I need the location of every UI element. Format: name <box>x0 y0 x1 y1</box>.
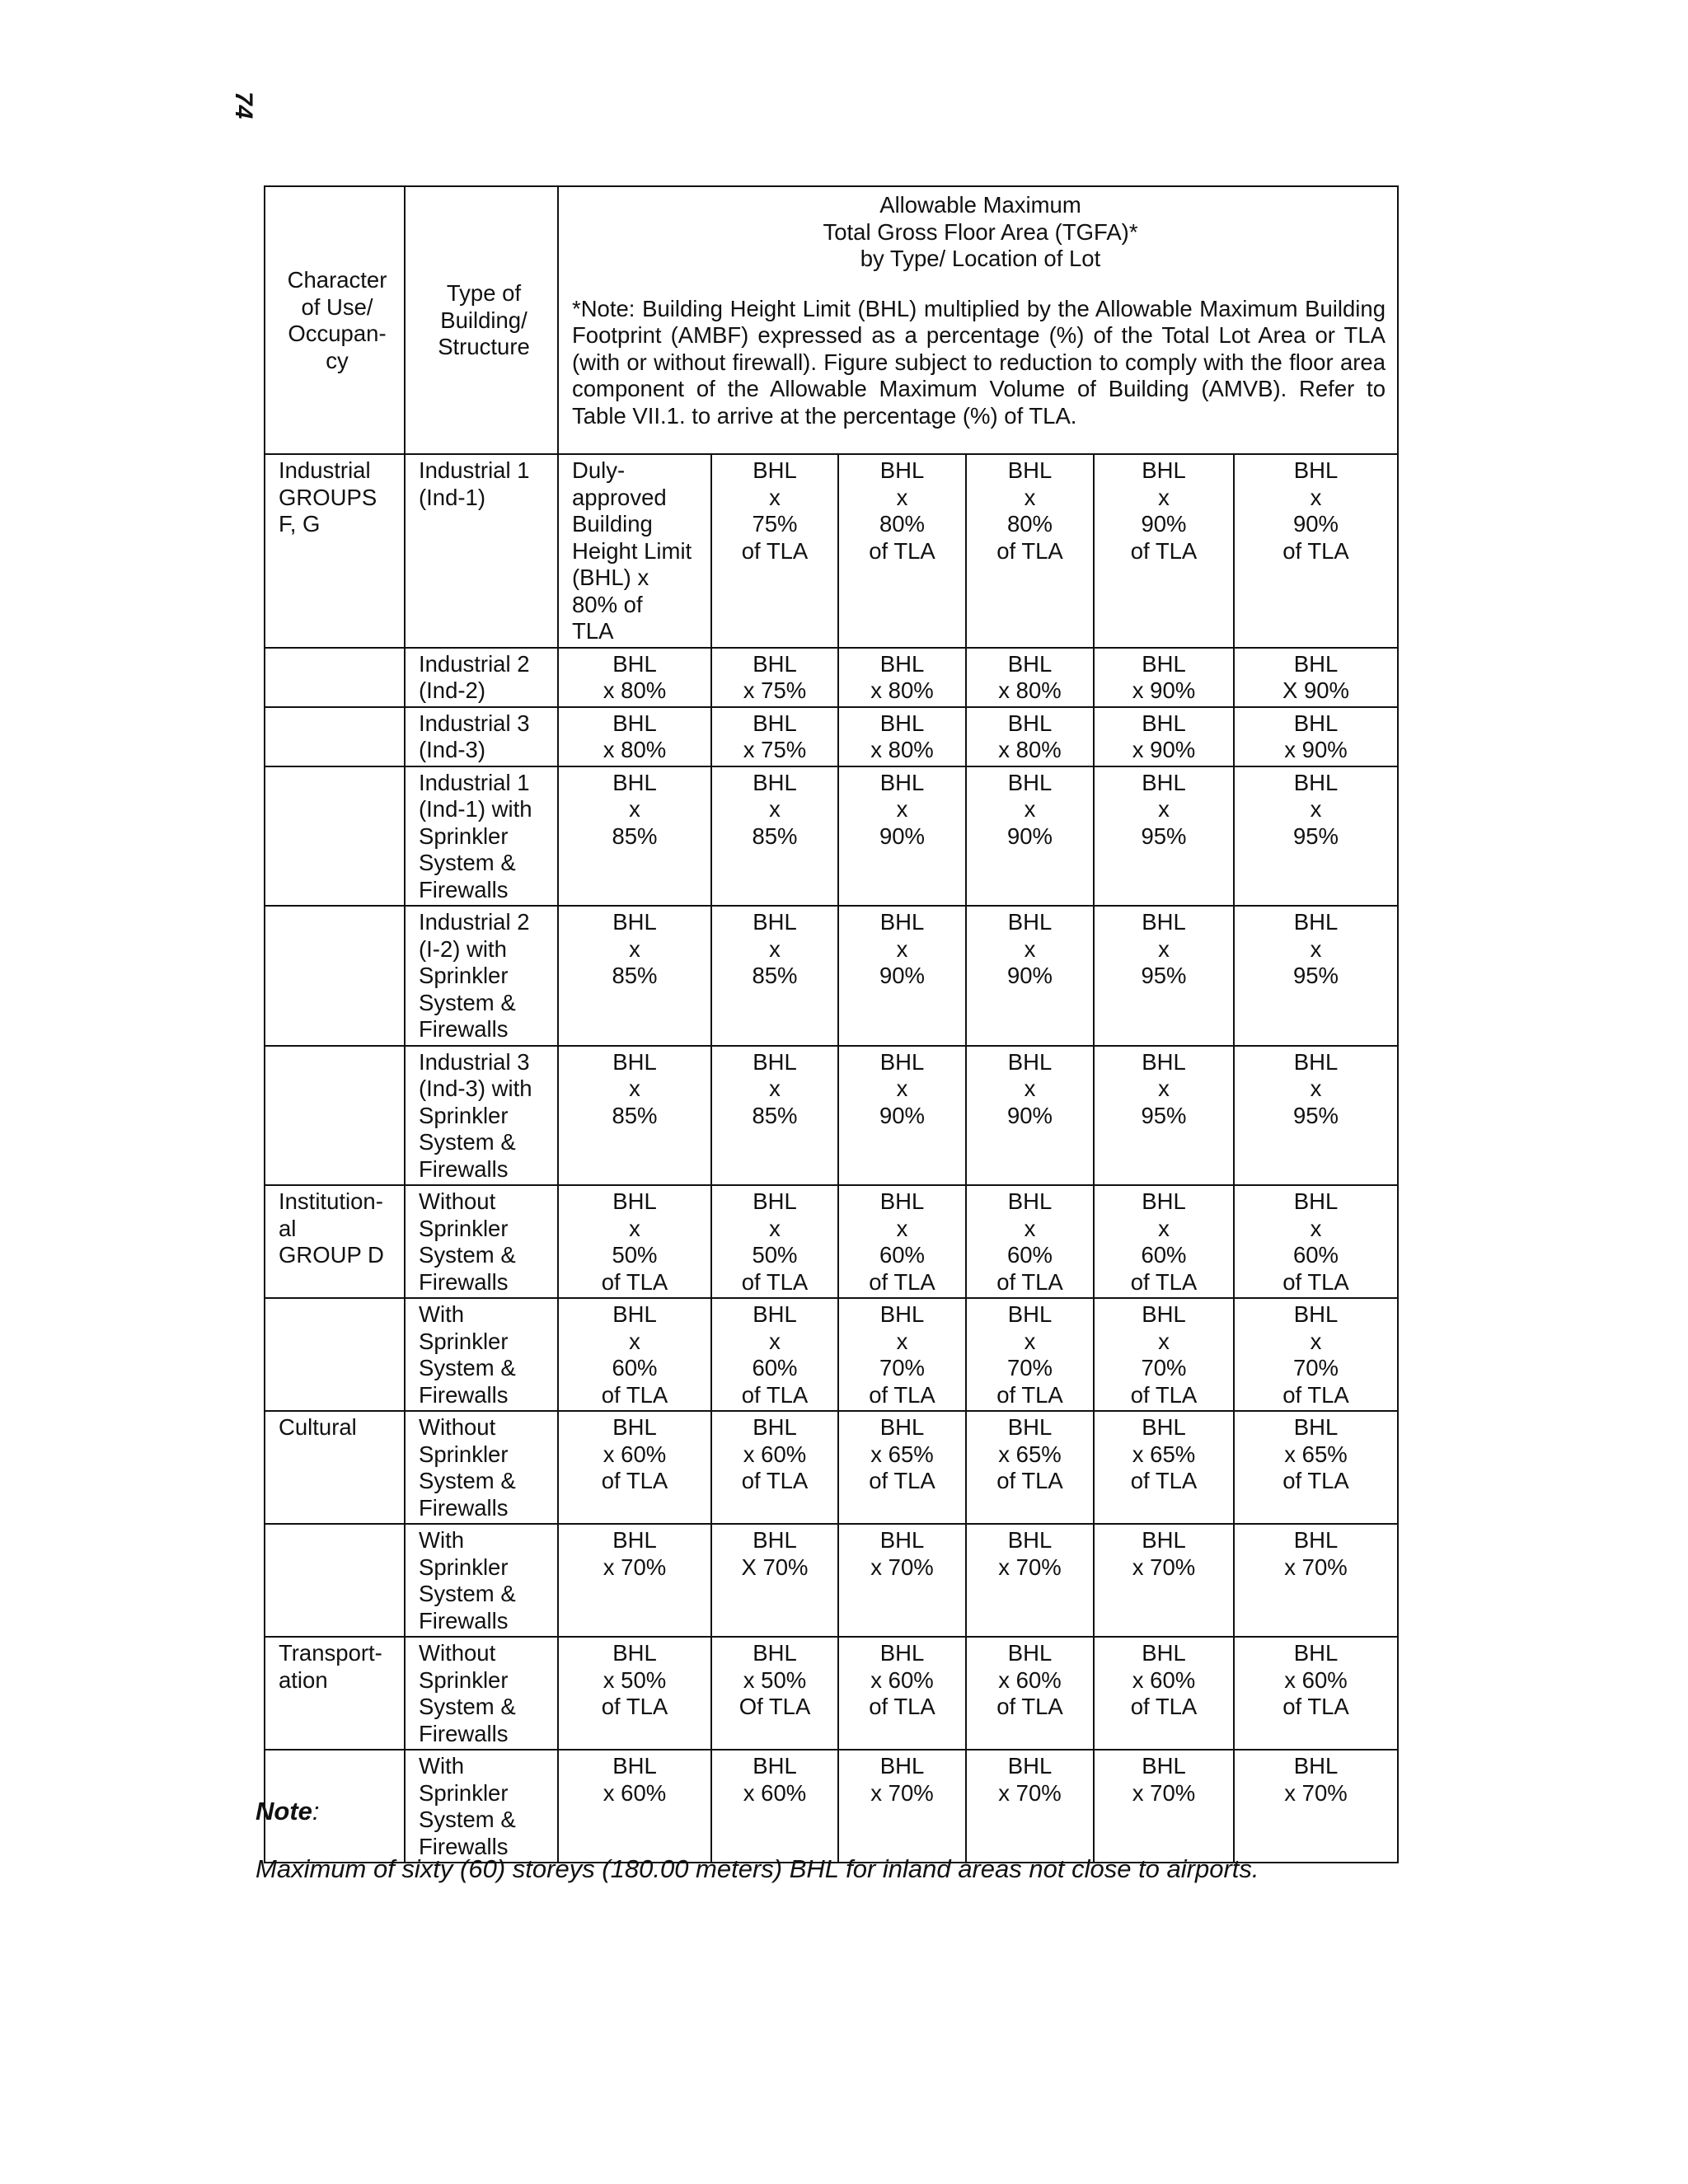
tgfa-value-cell: BHL x 90% of TLA <box>1094 454 1234 648</box>
note-label: Note: <box>256 1797 320 1825</box>
tgfa-value-cell: BHL x 95% <box>1094 906 1234 1046</box>
table-row <box>265 1046 1398 1186</box>
tgfa-value-cell: BHL x 60% of TLA <box>838 1637 966 1750</box>
tgfa-note: *Note: Building Height Limit (BHL) multiplied by the Allowable Maximum Building Footprint (AMBF) expressed as a percentage (%) of the Total Lot Area or TLA (with or without firewall). Figure subject to reduction to comply with the floor area component of the Allowable Maximum Volume of Building (AMVB). Refer to Table VII.1. to arrive at the percentage (%) of TLA. <box>572 295 1386 429</box>
tgfa-value-cell: BHL x 95% <box>1234 906 1398 1046</box>
table-row <box>265 454 1398 648</box>
tgfa-value-cell: BHL x 70% of TLA <box>1234 1298 1398 1411</box>
tgfa-value-cell: BHL x 95% <box>1094 1046 1234 1186</box>
tgfa-value-cell: BHL x 95% <box>1234 766 1398 907</box>
tgfa-value-cell: BHL x 80% <box>838 707 966 766</box>
building-type-cell: Industrial 3 (Ind-3) with Sprinkler System & Firewalls <box>405 1046 558 1186</box>
tgfa-value-cell: BHL x 65% of TLA <box>966 1411 1094 1524</box>
character-of-use-cell <box>265 1046 405 1186</box>
tgfa-value-cell: BHL x 90% <box>1094 707 1234 766</box>
tgfa-value-cell: BHL x 50% of TLA <box>558 1185 711 1298</box>
tgfa-value-cell: BHL x 90% <box>838 766 966 907</box>
tgfa-value-cell: BHL x 90% <box>966 766 1094 907</box>
tgfa-value-cell: BHL x 90% <box>838 906 966 1046</box>
character-of-use-cell <box>265 648 405 707</box>
tgfa-value-cell: BHL x 70% <box>966 1524 1094 1637</box>
character-of-use-cell: Institution- al GROUP D <box>265 1185 405 1298</box>
tgfa-value-cell: BHL x 75% <box>711 707 838 766</box>
table-header-row <box>265 186 1398 454</box>
tgfa-value-cell: BHL x 60% of TLA <box>1094 1637 1234 1750</box>
footnote-text: Maximum of sixty (60) storeys (180.00 meters) BHL for inland areas not close to airports. <box>256 1854 1259 1883</box>
header-character-of-use: Character of Use/ Occupan- cy <box>265 186 405 454</box>
tgfa-value-cell: BHL x 70% <box>966 1750 1094 1863</box>
tgfa-value-cell: BHL x 85% <box>558 766 711 907</box>
tgfa-value-cell: BHL x 85% <box>711 766 838 907</box>
tgfa-value-cell: BHL x 80% <box>966 707 1094 766</box>
tgfa-value-cell: BHL X 90% <box>1234 648 1398 707</box>
building-type-cell: Without Sprinkler System & Firewalls <box>405 1411 558 1524</box>
table-row <box>265 707 1398 766</box>
tgfa-value-cell: BHL x 70% <box>1094 1750 1234 1863</box>
tgfa-value-cell: BHL x 60% <box>558 1750 711 1863</box>
building-type-cell: Industrial 2 (I-2) with Sprinkler System & Firewalls <box>405 906 558 1046</box>
table-row <box>265 1524 1398 1637</box>
tgfa-value-cell: BHL x 90% <box>966 1046 1094 1186</box>
table-row <box>265 648 1398 707</box>
character-of-use-cell: Cultural <box>265 1411 405 1524</box>
tgfa-value-cell: BHL x 60% of TLA <box>1094 1185 1234 1298</box>
tgfa-value-cell: BHL x 70% <box>1234 1750 1398 1863</box>
tgfa-value-cell: BHL x 65% of TLA <box>1094 1411 1234 1524</box>
tgfa-value-cell: BHL x 60% <box>711 1750 838 1863</box>
tgfa-value-cell: BHL x 90% <box>1094 648 1234 707</box>
tgfa-value-cell: BHL x 90% <box>838 1046 966 1186</box>
tgfa-value-cell: BHL x 75% of TLA <box>711 454 838 648</box>
building-type-cell: With Sprinkler System & Firewalls <box>405 1524 558 1637</box>
tgfa-value-cell: BHL x 80% <box>966 648 1094 707</box>
table-row <box>265 906 1398 1046</box>
tgfa-value-cell: BHL x 50% of TLA <box>711 1185 838 1298</box>
tgfa-value-cell: BHL x 70% of TLA <box>966 1298 1094 1411</box>
tgfa-value-cell: BHL x 50% of TLA <box>558 1637 711 1750</box>
character-of-use-cell: Transport- ation <box>265 1637 405 1750</box>
character-of-use-cell <box>265 906 405 1046</box>
tgfa-value-cell: BHL x 60% of TLA <box>558 1298 711 1411</box>
tgfa-value-cell: BHL x 85% <box>558 1046 711 1186</box>
tgfa-value-cell: BHL x 90% <box>966 906 1094 1046</box>
building-type-cell: With Sprinkler System & Firewalls <box>405 1298 558 1411</box>
building-type-cell: Industrial 2 (Ind-2) <box>405 648 558 707</box>
building-type-cell: Industrial 3 (Ind-3) <box>405 707 558 766</box>
tgfa-value-cell: BHL x 60% of TLA <box>1234 1637 1398 1750</box>
tgfa-value-cell: BHL x 60% of TLA <box>966 1637 1094 1750</box>
tgfa-value-cell: BHL x 50% Of TLA <box>711 1637 838 1750</box>
table-row <box>265 1750 1398 1863</box>
tgfa-value-cell: BHL x 70% <box>1094 1524 1234 1637</box>
tgfa-value-cell: BHL x 80% <box>838 648 966 707</box>
building-type-cell: Without Sprinkler System & Firewalls <box>405 1637 558 1750</box>
tgfa-table <box>264 185 1399 1863</box>
tgfa-value-cell: BHL x 60% of TLA <box>711 1411 838 1524</box>
tgfa-value-cell: BHL x 60% of TLA <box>558 1411 711 1524</box>
tgfa-value-cell: BHL X 70% <box>711 1524 838 1637</box>
tgfa-value-cell: BHL x 60% of TLA <box>838 1185 966 1298</box>
tgfa-value-cell: BHL x 80% of TLA <box>838 454 966 648</box>
tgfa-value-cell: BHL x 70% <box>838 1524 966 1637</box>
tgfa-value-cell: BHL x 60% of TLA <box>711 1298 838 1411</box>
tgfa-value-cell: BHL x 85% <box>711 1046 838 1186</box>
tgfa-value-cell: BHL x 95% <box>1094 766 1234 907</box>
header-tgfa <box>558 186 1398 454</box>
tgfa-value-cell: BHL x 60% of TLA <box>966 1185 1094 1298</box>
table-row <box>265 1637 1398 1750</box>
character-of-use-cell <box>265 1298 405 1411</box>
table-row <box>265 1185 1398 1298</box>
tgfa-value-cell: BHL x 80% of TLA <box>966 454 1094 648</box>
tgfa-value-cell: BHL x 75% <box>711 648 838 707</box>
tgfa-value-cell: BHL x 70% <box>838 1750 966 1863</box>
tgfa-value-cell: BHL x 85% <box>558 906 711 1046</box>
building-type-cell: Industrial 1 (Ind-1) with Sprinkler System & Firewalls <box>405 766 558 907</box>
tgfa-value-cell: BHL x 90% <box>1234 707 1398 766</box>
character-of-use-cell: Industrial GROUPS F, G <box>265 454 405 648</box>
tgfa-title: Allowable Maximum Total Gross Floor Area (TGFA)* by Type/ Location of Lot <box>823 192 1138 271</box>
tgfa-value-cell: BHL x 65% of TLA <box>1234 1411 1398 1524</box>
tgfa-value-cell: BHL x 80% <box>558 707 711 766</box>
building-type-cell: With Sprinkler System & Firewalls <box>405 1750 558 1863</box>
tgfa-value-cell: BHL x 70% of TLA <box>838 1298 966 1411</box>
tgfa-value-cell: BHL x 85% <box>711 906 838 1046</box>
tgfa-value-cell: BHL x 65% of TLA <box>838 1411 966 1524</box>
tgfa-value-cell: BHL x 90% of TLA <box>1234 454 1398 648</box>
building-type-cell: Without Sprinkler System & Firewalls <box>405 1185 558 1298</box>
tgfa-value-cell: BHL x 70% <box>558 1524 711 1637</box>
table-row <box>265 766 1398 907</box>
building-type-cell: Industrial 1 (Ind-1) <box>405 454 558 648</box>
tgfa-value-cell: BHL x 70% <box>1234 1524 1398 1637</box>
tgfa-value-cell: BHL x 95% <box>1234 1046 1398 1186</box>
character-of-use-cell <box>265 1524 405 1637</box>
tgfa-value-cell: BHL x 60% of TLA <box>1234 1185 1398 1298</box>
table-row <box>265 1298 1398 1411</box>
page-number: 74 <box>230 91 257 120</box>
tgfa-value-cell: Duly- approved Building Height Limit (BHL) x 80% of TLA <box>558 454 711 648</box>
header-type-of-building: Type of Building/ Structure <box>405 186 558 454</box>
character-of-use-cell <box>265 766 405 907</box>
tgfa-value-cell: BHL x 80% <box>558 648 711 707</box>
character-of-use-cell <box>265 707 405 766</box>
tgfa-value-cell: BHL x 70% of TLA <box>1094 1298 1234 1411</box>
table-row <box>265 1411 1398 1524</box>
